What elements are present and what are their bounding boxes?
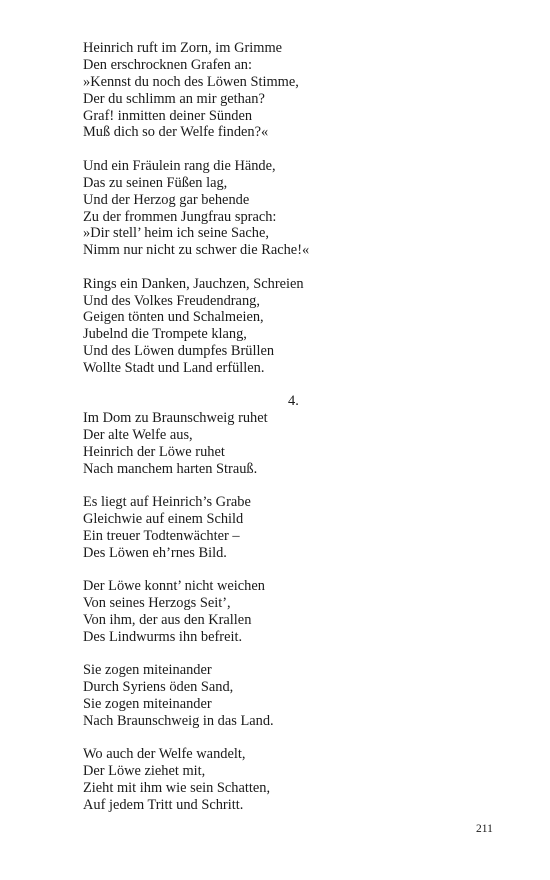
poem-line: Wo auch der Welfe wandelt, (83, 746, 246, 763)
poem-line: Den erschrocknen Grafen an: (83, 56, 253, 73)
poem-line: Rings ein Danken, Jauchzen, Schreien (83, 275, 304, 292)
poem-line: Auf jedem Tritt und Schritt. (83, 796, 244, 813)
stanza (83, 662, 483, 730)
poem-line: Zieht mit ihm wie sein Schatten, (83, 779, 271, 796)
poem-line: Gleichwie auf einem Schild (83, 510, 244, 527)
stanza (83, 494, 483, 562)
poem-line: Der Löwe konnt’ nicht weichen (83, 578, 265, 595)
page-number: 211 (476, 823, 493, 835)
poem-line: Und ein Fräulein rang die Hände, (83, 157, 276, 174)
poem-line: Das zu seinen Füßen lag, (83, 174, 228, 191)
poem-line: Und der Herzog gar behende (83, 191, 250, 208)
poem-line: Nimm nur nicht zu schwer die Rache!« (83, 242, 310, 259)
poem-line: Der alte Welfe aus, (83, 426, 193, 443)
poem-line: Von seines Herzogs Seit’, (83, 594, 231, 611)
stanza (83, 158, 483, 259)
section-number: 4. (288, 393, 299, 410)
poem-line: Es liegt auf Heinrich’s Grabe (83, 493, 251, 510)
poem-line: Durch Syriens öden Sand, (83, 679, 234, 695)
stanza (83, 746, 483, 814)
poem-line: Von ihm, der aus den Krallen (83, 611, 252, 628)
poem-line: Heinrich der Löwe ruhet (83, 443, 225, 460)
poem-line: Der du schlimm an mir gethan? (83, 90, 265, 107)
poem-line: Des Löwen eh’rnes Bild. (83, 544, 227, 561)
poem-line: Zu der frommen Jungfrau sprach: (83, 208, 277, 225)
poem-line: Sie zogen miteinander (83, 662, 212, 679)
poem-line: »Dir stell’ heim ich seine Sache, (83, 225, 269, 242)
poem-line: Graf! inmitten deiner Sünden (83, 107, 253, 124)
poem-line: Heinrich ruft im Zorn, im Grimme (83, 40, 283, 56)
poem-line: Nach manchem harten Strauß. (83, 460, 258, 477)
poem-line: Des Lindwurms ihn befreit. (83, 628, 243, 645)
poem-line: Geigen tönten und Schalmeien, (83, 309, 264, 326)
poem-line: Nach Braunschweig in das Land. (83, 712, 274, 729)
poem-line: Der Löwe ziehet mit, (83, 763, 206, 780)
poem-line: Muß dich so der Welfe finden?« (83, 124, 269, 141)
poem-line: Wollte Stadt und Land erfüllen. (83, 360, 265, 377)
stanza (83, 276, 483, 377)
stanza (83, 40, 483, 141)
poem-line: Jubelnd die Trompete klang, (83, 326, 247, 343)
poem-page (83, 40, 483, 814)
stanza (83, 578, 483, 646)
stanza (83, 410, 483, 478)
poem-line: Und des Löwen dumpfes Brüllen (83, 343, 275, 360)
poem-line: Ein treuer Todtenwächter – (83, 527, 240, 544)
poem-line: »Kennst du noch des Löwen Stimme, (83, 73, 299, 90)
poem-line: Und des Volkes Freudendrang, (83, 292, 260, 309)
poem-line: Im Dom zu Braunschweig ruhet (83, 409, 268, 426)
poem-line: Sie zogen miteinander (83, 695, 212, 712)
